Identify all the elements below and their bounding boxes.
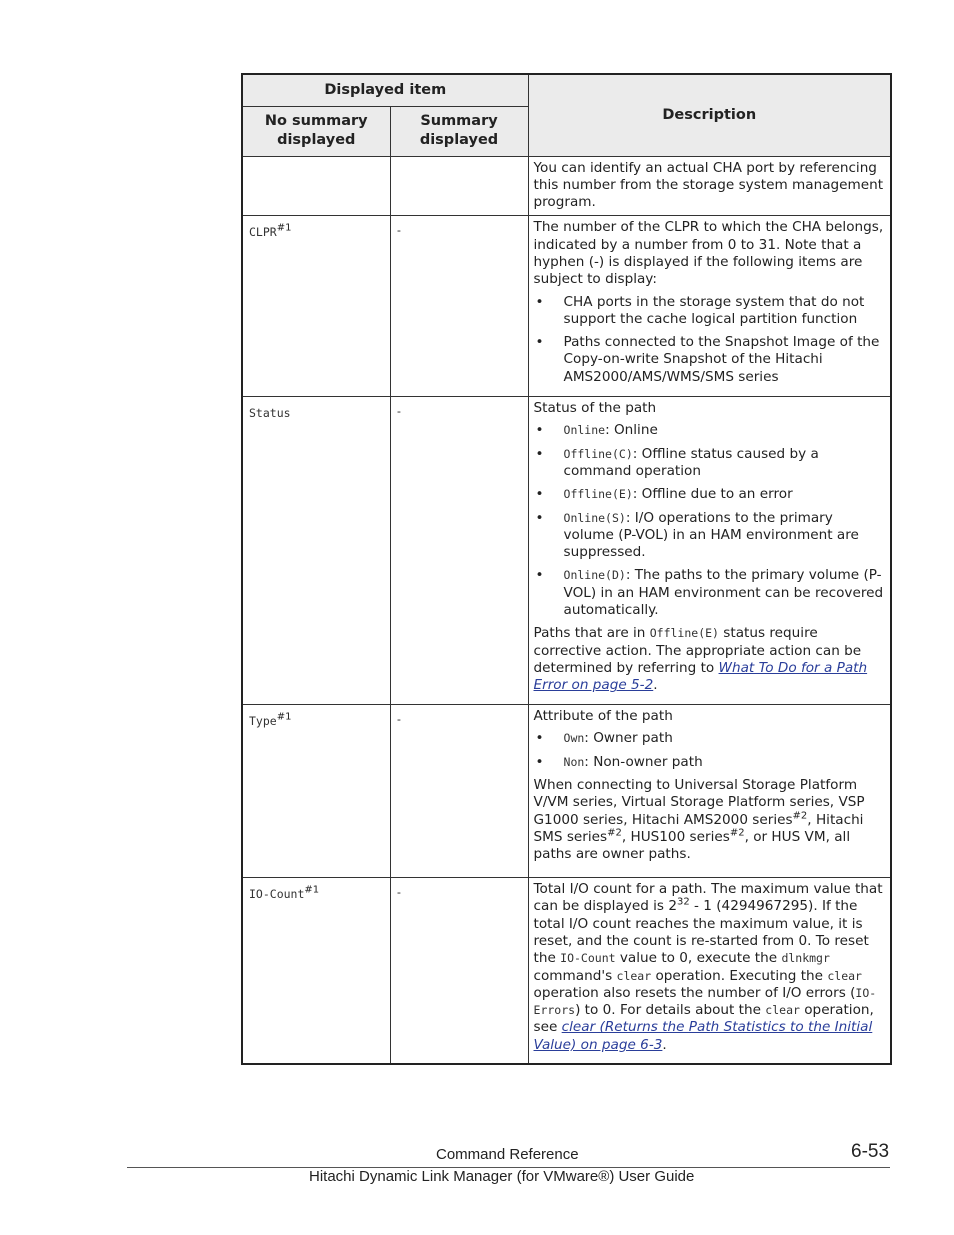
no-summary-header: No summary displayed (242, 106, 390, 156)
list-item: • Online(D): The paths to the primary volume (P-VOL) in an HAM environment can be recovered automatically. (535, 567, 884, 619)
table-row (242, 156, 891, 216)
list-item: • Offline(E): Offline due to an error (535, 486, 793, 503)
footnote-marker: #1 (276, 222, 292, 234)
bullet-list (534, 730, 886, 771)
item-name: IO-Count (249, 887, 305, 902)
footnote-marker: #1 (304, 884, 320, 896)
list-item: • Paths connected to the Snapshot Image of the Copy-on-write Snapshot of the Hitachi AMS2000/AMS/WMS/SMS series (535, 334, 880, 385)
summary-value: - (395, 404, 403, 419)
summary-header: Summary displayed (390, 106, 528, 156)
list-item: • Online: Online (535, 422, 658, 439)
command-reference-table (241, 73, 892, 1065)
footnote-marker: #1 (276, 711, 292, 723)
list-item: • Own: Owner path (535, 730, 673, 747)
description-text: Total I/O count for a path. The maximum value that can be displayed is $2^{32} - 1$ (4294967295). If the total I/O count reaches the maximum value, it is reset, and the count is re-started from 0. To reset the IO-Count value to 0, execute the dlnkmgr command's clear operation. Executing the clear operation also resets the number of I/O errors (IO-Errors) to 0. For details about the clear operation, see clear (Returns the Path Statistics to the Initial Value) on page 6-3. (533, 881, 883, 1053)
summary-value: - (395, 712, 403, 727)
summary-value: - (395, 885, 403, 900)
list-item: • CHA ports in the storage system that do not support the cache logical partition function (535, 293, 865, 327)
footer-section-title: Command Reference (436, 1146, 579, 1163)
table-row (242, 397, 891, 705)
item-name: CLPR (249, 225, 277, 240)
table-row (242, 705, 891, 878)
list-item: • Non: Non-owner path (535, 753, 703, 770)
cross-reference-link[interactable]: clear (Returns the Path Statistics to the Initial Value) on page 6-3 (533, 1019, 873, 1053)
table-row (242, 216, 891, 397)
list-item: • Online(S): I/O operations to the primary volume (P-VOL) in an HAM environment are suppressed. (535, 509, 859, 561)
note-text: When connecting to Universal Storage Platform V/VM series, Virtual Storage Platform series, VSP G1000 series, Hitachi AMS2000 series$^{\#2}$, Hitachi SMS series$^{\#2}$, HUS100 series$^{\#2}$, or HUS VM, all paths are owner paths. (533, 776, 865, 863)
description-text: Status of the path (533, 400, 657, 417)
cross-reference-link[interactable]: What To Do for a Path Error on page 5-2 (533, 659, 868, 694)
table-row (242, 878, 891, 1064)
list-item: • Offline(C): Offline status caused by a command operation (535, 445, 819, 479)
description-text: Attribute of the path (533, 708, 673, 725)
footer-guide-title: Hitachi Dynamic Link Manager (for VMware®) User Guide (309, 1168, 695, 1185)
summary-value: - (395, 223, 403, 238)
description-text: The number of the CLPR to which the CHA belongs, indicated by a number from 0 to 31. Note that a hyphen (-) is displayed if the following items are subject to display: (533, 219, 884, 288)
item-name: Status (249, 406, 291, 421)
description-text: You can identify an actual CHA port by referencing this number from the storage system management program. (533, 159, 884, 211)
bullet-list (534, 294, 886, 386)
page-number: 6-53 (851, 1141, 890, 1162)
bullet-list (534, 422, 886, 619)
displayed-item-header: Displayed item (242, 74, 528, 106)
item-name: Type (249, 714, 277, 729)
note-text: Paths that are in Offline(E) status require corrective action. The appropriate action can be determined by referring to What To Do for a Path Error on page 5-2. (533, 625, 868, 694)
description-header: Description (528, 74, 891, 156)
